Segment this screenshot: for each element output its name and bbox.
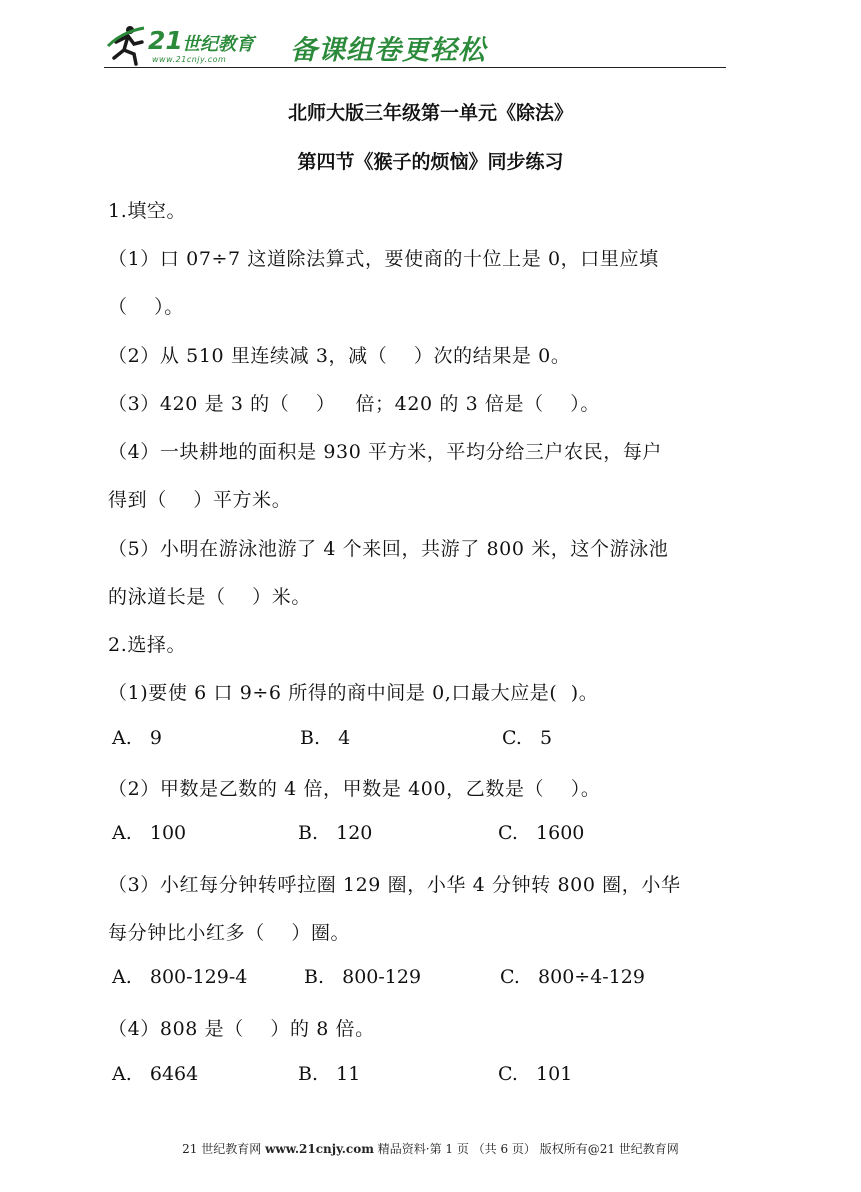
logo-url: www.21cnjy.com xyxy=(152,55,227,64)
option-c: C. 1600 xyxy=(498,822,585,844)
question-line: 得到（ ）平方米。 xyxy=(108,489,292,511)
footer-copyright: 精品资料·第 1 页 （共 6 页） 版权所有@21 世纪教育网 xyxy=(377,1142,679,1156)
question-line: （4）一块耕地的面积是 930 平方米，平均分给三户农民，每户 xyxy=(108,441,663,463)
question-line: （3）420 是 3 的（ ） 倍；420 的 3 倍是（ ）。 xyxy=(108,393,600,415)
option-c: C. 800÷4-129 xyxy=(500,966,645,988)
site-logo xyxy=(104,22,284,66)
option-a: A. 800-129-4 xyxy=(112,966,248,988)
logo-number: 21 xyxy=(148,26,183,55)
option-a: A. 6464 xyxy=(112,1063,199,1085)
question-line: （4）808 是（ ）的 8 倍。 xyxy=(108,1018,375,1040)
question-line: （1)要使 6 口 9÷6 所得的商中间是 0,口最大应是( )。 xyxy=(108,682,599,704)
page-footer xyxy=(0,1140,861,1157)
footer-url[interactable]: www.21cnjy.com xyxy=(265,1142,374,1156)
question-line: （1）口 07÷7 这道除法算式，要使商的十位上是 0，口里应填 xyxy=(108,248,659,270)
option-c: C. 5 xyxy=(502,727,553,749)
header-slogan: 备课组卷更轻松 xyxy=(290,35,486,66)
question-line: （2）从 510 里连续减 3，减（ ）次的结果是 0。 xyxy=(108,345,571,367)
section2-heading: 2.选择。 xyxy=(108,634,187,656)
section1-heading: 1.填空。 xyxy=(108,200,187,222)
option-b: B. 120 xyxy=(298,822,373,844)
header-divider xyxy=(104,67,726,68)
question-line: 的泳道长是（ ）米。 xyxy=(108,586,311,608)
option-b: B. 11 xyxy=(298,1063,361,1085)
option-c: C. 101 xyxy=(498,1063,573,1085)
logo-text: 世纪教育 xyxy=(182,34,254,55)
question-line: （ ）。 xyxy=(108,296,184,318)
question-line: （3）小红每分钟转呼拉圈 129 圈，小华 4 分钟转 800 圈，小华 xyxy=(108,874,681,896)
page-header xyxy=(104,22,726,68)
option-a: A. 9 xyxy=(112,727,162,749)
question-line: （2）甲数是乙数的 4 倍，甲数是 400，乙数是（ ）。 xyxy=(108,778,601,800)
option-b: B. 4 xyxy=(300,727,351,749)
option-a: A. 100 xyxy=(112,822,187,844)
runner-logo-icon xyxy=(104,22,148,66)
option-b: B. 800-129 xyxy=(304,966,422,988)
page-title: 北师大版三年级第一单元《除法》 xyxy=(287,102,573,124)
footer-site: 21 世纪教育网 xyxy=(182,1142,262,1156)
question-line: （5）小明在游泳池游了 4 个来回，共游了 800 米，这个游泳池 xyxy=(108,538,669,560)
page-subtitle: 第四节《猴子的烦恼》同步练习 xyxy=(297,151,564,173)
question-line: 每分钟比小红多（ ）圈。 xyxy=(108,922,351,944)
